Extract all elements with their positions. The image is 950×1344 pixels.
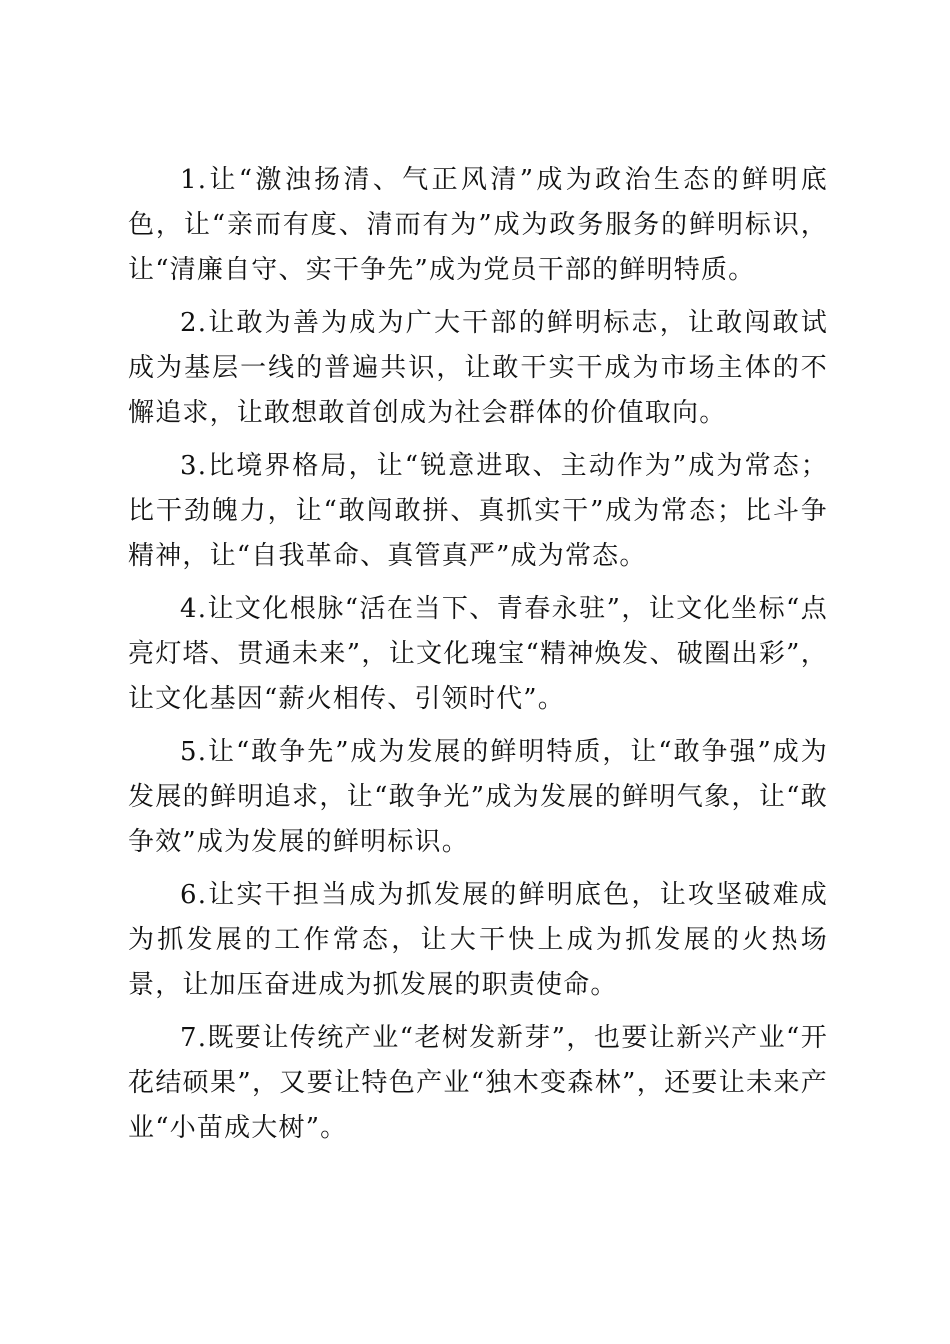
paragraph-6: 6.让实干担当成为抓发展的鲜明底色，让攻坚破难成为抓发展的工作常态，让大干快上成为抓发展的火热场景，让加压奋进成为抓发展的职责使命。	[128, 880, 828, 1000]
paragraph-4: 4.让文化根脉“活在当下、青春永驻”，让文化坐标“点亮灯塔、贯通未来”，让文化瑰宝“精神焕发、破圈出彩”，让文化基因“薪火相传、引领时代”。	[128, 594, 828, 714]
paragraph-2: 2.让敢为善为成为广大干部的鲜明标志，让敢闯敢试成为基层一线的普遍共识，让敢干实干成为市场主体的不懈追求，让敢想敢首创成为社会群体的价值取向。	[128, 308, 828, 428]
paragraph-1: 1.让“激浊扬清、气正风清”成为政治生态的鲜明底色，让“亲而有度、清而有为”成为政务服务的鲜明标识，让“清廉自守、实干争先”成为党员干部的鲜明特质。	[128, 165, 828, 285]
document-body	[128, 158, 828, 1159]
paragraph-7: 7.既要让传统产业“老树发新芽”，也要让新兴产业“开花结硕果”，又要让特色产业“独木变森林”，还要让未来产业“小苗成大树”。	[128, 1023, 828, 1143]
paragraph-5: 5.让“敢争先”成为发展的鲜明特质，让“敢争强”成为发展的鲜明追求，让“敢争光”成为发展的鲜明气象，让“敢争效”成为发展的鲜明标识。	[128, 737, 828, 857]
paragraph-3: 3.比境界格局，让“锐意进取、主动作为”成为常态；比干劲魄力，让“敢闯敢拼、真抓实干”成为常态；比斗争精神，让“自我革命、真管真严”成为常态。	[128, 451, 828, 571]
